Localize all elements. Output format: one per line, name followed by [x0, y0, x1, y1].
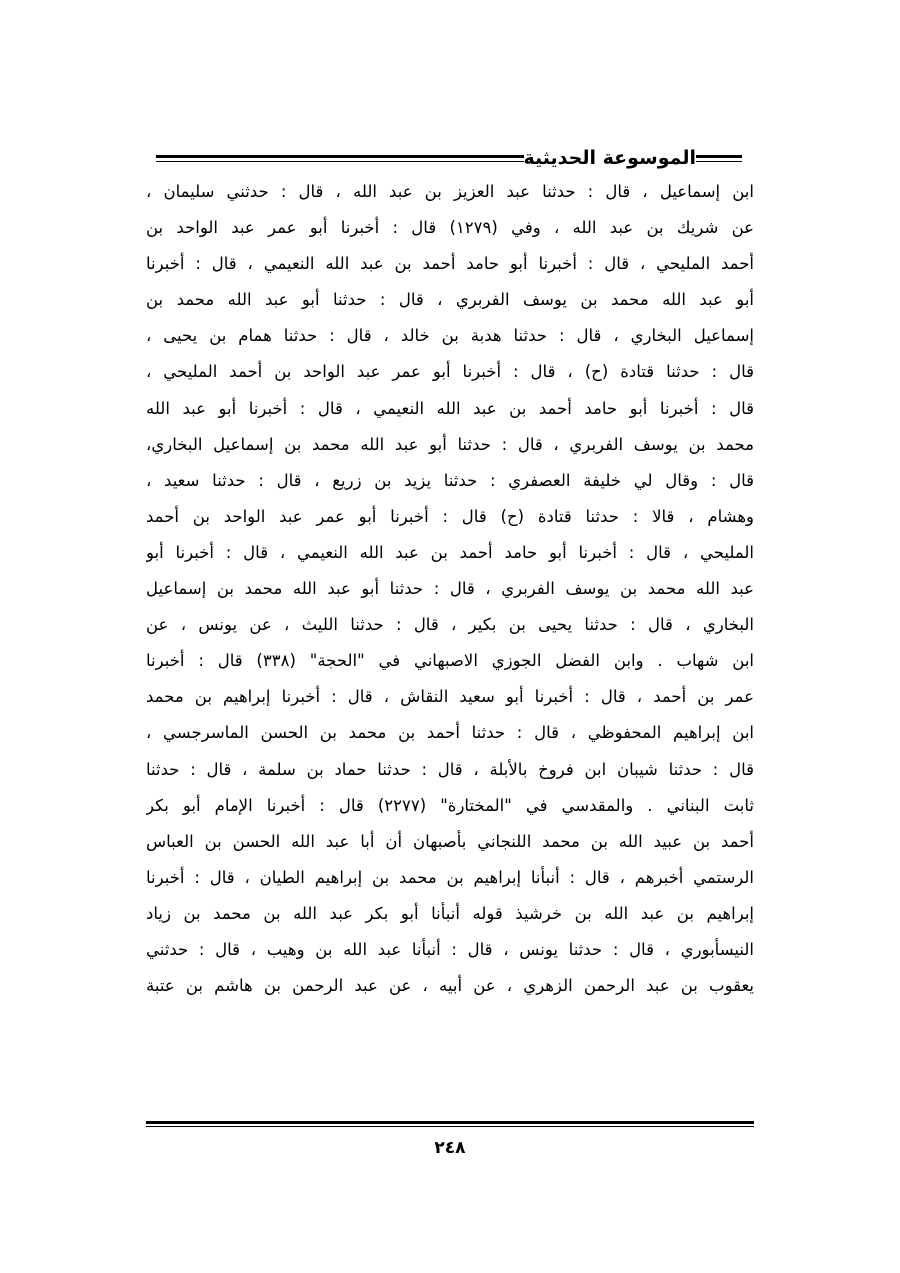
- text-line: يعقوب بن عبد الرحمن الزهري ، عن أبيه ، عن عبد الرحمن بن هاشم بن عتبة: [146, 976, 754, 996]
- text-line: قال : حدثنا قتادة (ح) ، قال : أخبرنا أبو عمر عبد الواحد بن أحمد المليحي ،: [146, 362, 754, 382]
- text-line: ابن إسماعيل ، قال : حدثنا عبد العزيز بن عبد الله ، قال : حدثني سليمان ،: [146, 182, 754, 201]
- text-line: عبد الله محمد بن يوسف الفربري ، قال : حدثنا أبو عبد الله محمد بن إسماعيل: [146, 579, 754, 599]
- text-line: المليحي ، قال : أخبرنا أبو حامد أحمد بن عبد الله النعيمي ، قال : أخبرنا أبو: [146, 542, 754, 562]
- text-line: محمد بن يوسف الفربري ، قال : حدثنا أبو عبد الله محمد بن إسماعيل البخاري،: [146, 434, 754, 454]
- text-line: ابن إبراهيم المحفوظي ، قال : حدثنا أحمد بن محمد بن الحسن الماسرجسي ،: [146, 723, 754, 743]
- body-text: [146, 174, 754, 1004]
- page-number: ٢٤٨: [434, 1138, 466, 1158]
- text-line: أحمد بن عبيد الله بن محمد اللنجاني بأصبهان أن أبا عبد الله الحسن بن العباس: [146, 831, 754, 851]
- text-line: قال : وقال لي خليفة العصفري : حدثنا يزيد بن زريع ، قال : حدثنا سعيد ،: [146, 470, 754, 490]
- text-line: إبراهيم بن عبد الله بن خرشيذ قوله أنبأنا أبو بكر عبد الله بن محمد بن زياد: [146, 903, 754, 923]
- text-line: أبو عبد الله محمد بن يوسف الفربري ، قال : حدثنا أبو عبد الله محمد بن: [146, 290, 754, 310]
- header-rule-short: [696, 155, 742, 162]
- text-line: قال : أخبرنا أبو حامد أحمد بن عبد الله النعيمي ، قال : أخبرنا أبو عبد الله: [146, 398, 754, 418]
- footer-rule-thick: [146, 1121, 754, 1124]
- text-line: ابن شهاب . وابن الفضل الجوزي الاصبهاني في "الحجة" (٣٣٨) قال : أخبرنا: [146, 651, 754, 671]
- text-line: قال : حدثنا شيبان ابن فروخ بالأبلة ، قال : حدثنا حماد بن سلمة ، قال : حدثنا: [146, 759, 754, 779]
- text-line: البخاري ، قال : حدثنا يحيى بن بكير ، قال : حدثنا الليث ، عن يونس ، عن: [146, 615, 754, 635]
- text-line: عن شريك بن عبد الله ، وفي (١٢٧٩) قال : أخبرنا أبو عمر عبد الواحد بن: [146, 218, 754, 238]
- text-line: النيسأبوري ، قال : حدثنا يونس ، قال : أنبأنا عبد الله بن وهيب ، قال : حدثني: [146, 939, 754, 959]
- page-header: [146, 143, 754, 173]
- text-line: وهشام ، قالا : حدثنا قتادة (ح) قال : أخبرنا أبو عمر عبد الواحد بن أحمد: [146, 506, 754, 526]
- footer-rules: [146, 1121, 754, 1127]
- header-rule-long: [156, 155, 524, 162]
- page-title: الموسوعة الحديثية: [523, 147, 696, 169]
- text-line: الرستمي أخبرهم ، قال : أنبأنا إبراهيم بن محمد بن إبراهيم الطيان ، قال : أخبرنا: [146, 867, 754, 887]
- text-line: أحمد المليحي ، قال : أخبرنا أبو حامد أحمد بن عبد الله النعيمي ، قال : أخبرنا: [146, 254, 754, 274]
- footer-rule-thin: [146, 1126, 754, 1127]
- text-line: ثابت البناني . والمقدسي في "المختارة" (٢٢٧٧) قال : أخبرنا الإمام أبو بكر: [146, 795, 754, 815]
- text-line: إسماعيل البخاري ، قال : حدثنا هدبة بن خالد ، قال : حدثنا همام بن يحيى ،: [146, 326, 754, 346]
- text-line: عمر بن أحمد ، قال : أخبرنا أبو سعيد النقاش ، قال : أخبرنا إبراهيم بن محمد: [146, 687, 754, 707]
